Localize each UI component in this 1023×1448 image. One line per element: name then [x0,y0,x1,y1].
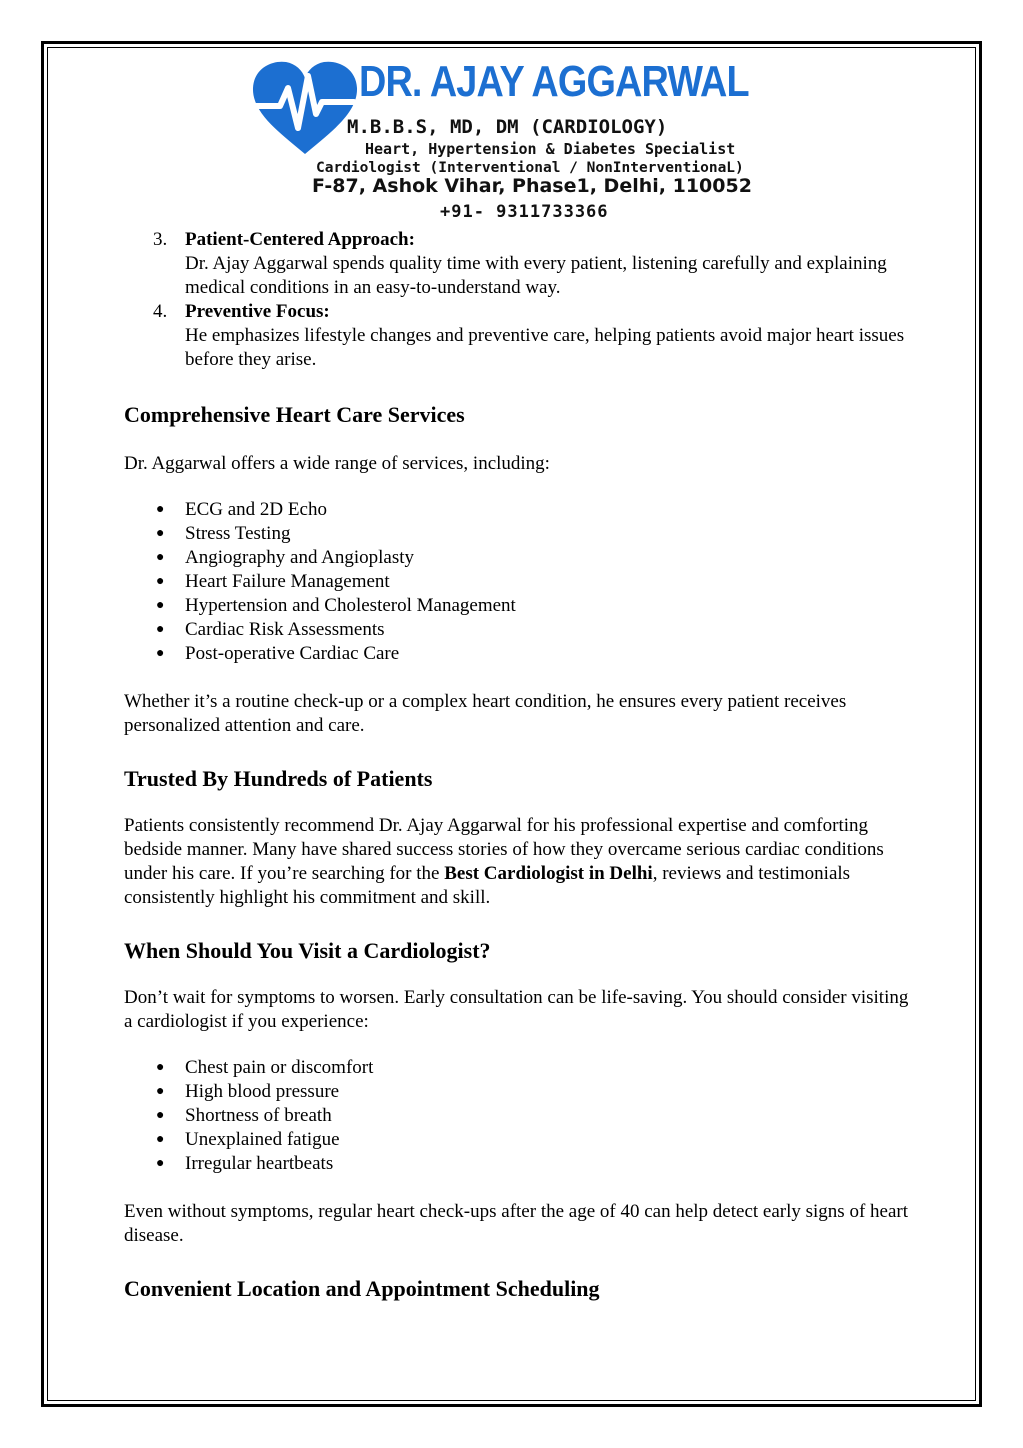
list-item-text: Post-operative Cardiac Care [185,643,400,664]
section-heading-services: Comprehensive Heart Care Services [124,402,465,427]
trusted-bold-text: Best Cardiologist in Delhi [444,863,653,884]
list-item [124,300,914,372]
doctor-type: Cardiologist (Interventional / NonInterventionaL) [316,160,744,176]
bullet-icon: ● [156,1060,165,1075]
clinic-phone: +91- 9311733366 [440,202,609,222]
bullet-icon: ● [156,622,165,637]
list-item [124,618,914,642]
list-marker: 4. [153,301,168,322]
section-heading-trusted: Trusted By Hundreds of Patients [124,766,433,791]
list-item [124,1056,914,1080]
list-item-text: Dr. Ajay Aggarwal spends quality time with every patient, listening carefully and explaining medical conditions in an easy-to-understand way. [185,253,887,298]
list-item-text: He emphasizes lifestyle changes and preventive care, helping patients avoid major heart issues before they arise. [185,325,905,370]
clinic-address: F-87, Ashok Vihar, Phase1, Delhi, 110052 [312,175,752,197]
doctor-degrees: M.B.B.S, MD, DM (CARDIOLOGY) [347,116,668,138]
list-item [124,1104,914,1128]
list-item-text: Irregular heartbeats [185,1153,334,1174]
heart-pulse-icon [250,58,360,158]
list-item [124,1128,914,1152]
services-outro: Whether it’s a routine check-up or a complex heart condition, he ensures every patient receives personalized attention and care. [124,691,847,736]
list-item-text: Shortness of breath [185,1105,332,1126]
bullet-icon: ● [156,1132,165,1147]
visit-intro: Don’t wait for symptoms to worsen. Early consultation can be life-saving. You should consider visiting a cardiologist if you experience: [124,987,909,1032]
list-item-title: Preventive Focus: [185,301,330,322]
list-item-text: Angiography and Angioplasty [185,547,415,568]
list-item [124,228,914,300]
list-item [124,594,914,618]
section-heading-visit: When Should You Visit a Cardiologist? [124,938,491,963]
bullet-icon: ● [156,526,165,541]
doctor-name: DR. AJAY AGGARWAL [359,57,749,106]
list-item [124,1152,914,1176]
trusted-text: Patients consistently recommend Dr. Ajay Aggarwal for his professional expertise and comforting bedside manner. Many have shared success stories of how they overcame serious cardiac conditions under his care. If you’re searching for the [124,815,884,884]
bullet-icon: ● [156,1156,165,1171]
list-item [124,642,914,666]
trusted-text-end: , reviews and testimonials consistently highlight his commitment and skill. [124,863,851,908]
document-body [124,228,914,1302]
symptoms-list [124,1056,914,1176]
list-item [124,546,914,570]
trusted-paragraph [124,814,914,910]
letterhead [250,58,780,228]
list-item-text: Unexplained fatigue [185,1129,340,1150]
bullet-icon: ● [156,1084,165,1099]
bullet-icon: ● [156,646,165,661]
numbered-list [124,228,914,372]
list-item-text: High blood pressure [185,1081,340,1102]
list-item-title: Patient-Centered Approach: [185,229,415,250]
services-list [124,498,914,666]
list-item-text: Cardiac Risk Assessments [185,619,385,640]
bullet-icon: ● [156,550,165,565]
bullet-icon: ● [156,598,165,613]
list-item-text: Hypertension and Cholesterol Management [185,595,516,616]
section-heading-location: Convenient Location and Appointment Scheduling [124,1276,600,1301]
list-item-text: ECG and 2D Echo [185,499,327,520]
list-item [124,498,914,522]
bullet-icon: ● [156,1108,165,1123]
doctor-specialty: Heart, Hypertension & Diabetes Specialist [365,140,736,158]
list-marker: 3. [153,229,168,250]
list-item-text: Stress Testing [185,523,291,544]
bullet-icon: ● [156,574,165,589]
list-item [124,570,914,594]
list-item [124,522,914,546]
list-item-text: Heart Failure Management [185,571,390,592]
list-item [124,1080,914,1104]
services-intro: Dr. Aggarwal offers a wide range of services, including: [124,453,550,474]
visit-outro: Even without symptoms, regular heart check-ups after the age of 40 can help detect early signs of heart disease. [124,1201,908,1246]
list-item-text: Chest pain or discomfort [185,1057,374,1078]
bullet-icon: ● [156,502,165,517]
